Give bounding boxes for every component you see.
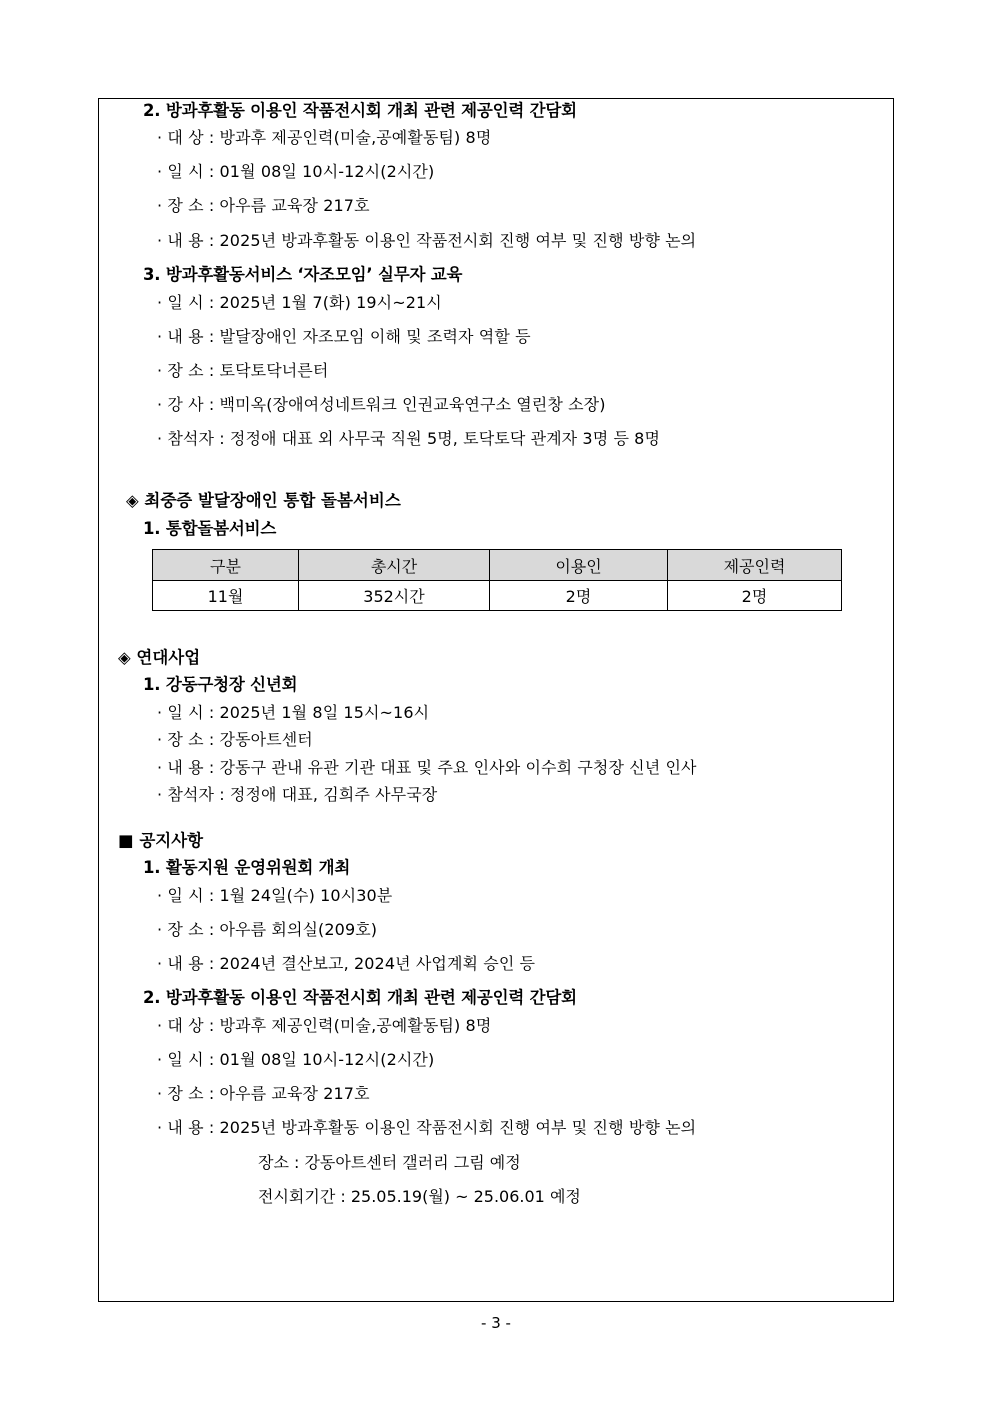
list-item: · 일 시 : 2025년 1월 7(화) 19시~21시 — [157, 293, 442, 312]
exhibition-period: 전시회기간 : 25.05.19(월) ~ 25.06.01 예정 — [258, 1187, 581, 1206]
subsection-title-committee: 1. 활동지원 운영위원회 개최 — [143, 858, 351, 877]
table-header-row — [153, 550, 842, 581]
table-cell: 2명 — [668, 581, 842, 611]
list-item: · 일 시 : 1월 24일(수) 10시30분 — [157, 886, 393, 905]
list-item: · 내 용 : 강동구 관내 유관 기관 대표 및 주요 인사와 이수희 구청장 신년 인사 — [157, 758, 697, 777]
list-item: · 장 소 : 강동아트센터 — [157, 730, 313, 749]
table-header-cell: 이용인 — [490, 550, 668, 581]
exhibition-venue: 장소 : 강동아트센터 갤러리 그림 예정 — [258, 1153, 521, 1172]
heading-selfhelp-training: 3. 방과후활동서비스 ‘자조모임’ 실무자 교육 — [143, 265, 463, 284]
table-header-cell: 총시간 — [299, 550, 490, 581]
list-item: · 내 용 : 2025년 방과후활동 이용인 작품전시회 진행 여부 및 진행 방향 논의 — [157, 231, 697, 250]
list-item: · 장 소 : 토닥토닥너른터 — [157, 361, 329, 380]
subsection-title-care: 1. 통합돌봄서비스 — [143, 519, 277, 538]
list-item: · 장 소 : 아우름 교육장 217호 — [157, 1084, 370, 1103]
section-title-solidarity: ◈ 연대사업 — [118, 648, 201, 667]
list-item: · 대 상 : 방과후 제공인력(미술,공예활동팀) 8명 — [157, 1016, 492, 1035]
table-header-cell: 제공인력 — [668, 550, 842, 581]
list-item: · 참석자 : 정정애 대표, 김희주 사무국장 — [157, 785, 438, 804]
list-item: · 일 시 : 2025년 1월 8일 15시~16시 — [157, 703, 430, 722]
list-item: · 일 시 : 01월 08일 10시-12시(2시간) — [157, 162, 435, 181]
table-cell: 352시간 — [299, 581, 490, 611]
section-title-care: ◈ 최중증 발달장애인 통합 돌봄서비스 — [126, 491, 401, 510]
page-number: - 3 - — [481, 1314, 511, 1332]
list-item: · 장 소 : 아우름 교육장 217호 — [157, 196, 370, 215]
subsection-title-newyear: 1. 강동구청장 신년회 — [143, 675, 298, 694]
heading-exhibition-meeting: 2. 방과후활동 이용인 작품전시회 개최 관련 제공인력 간담회 — [143, 101, 577, 120]
list-item: · 내 용 : 2024년 결산보고, 2024년 사업계획 승인 등 — [157, 954, 536, 973]
list-item: · 대 상 : 방과후 제공인력(미술,공예활동팀) 8명 — [157, 128, 492, 147]
list-item: · 참석자 : 정정애 대표 외 사무국 직원 5명, 토닥토닥 관계자 3명 등 8명 — [157, 429, 661, 448]
list-item: · 내 용 : 2025년 방과후활동 이용인 작품전시회 진행 여부 및 진행 방향 논의 — [157, 1118, 697, 1137]
care-table — [152, 549, 842, 611]
table-cell: 2명 — [490, 581, 668, 611]
table-cell: 11월 — [153, 581, 299, 611]
subsection-title-exhibition: 2. 방과후활동 이용인 작품전시회 개최 관련 제공인력 간담회 — [143, 988, 577, 1007]
list-item: · 강 사 : 백미옥(장애여성네트워크 인권교육연구소 열린창 소장) — [157, 395, 606, 414]
section-title-notice: ■ 공지사항 — [118, 831, 204, 850]
table-header-cell: 구분 — [153, 550, 299, 581]
table-row — [153, 581, 842, 611]
list-item: · 내 용 : 발달장애인 자조모임 이해 및 조력자 역할 등 — [157, 327, 531, 346]
list-item: · 일 시 : 01월 08일 10시-12시(2시간) — [157, 1050, 435, 1069]
list-item: · 장 소 : 아우름 회의실(209호) — [157, 920, 378, 939]
